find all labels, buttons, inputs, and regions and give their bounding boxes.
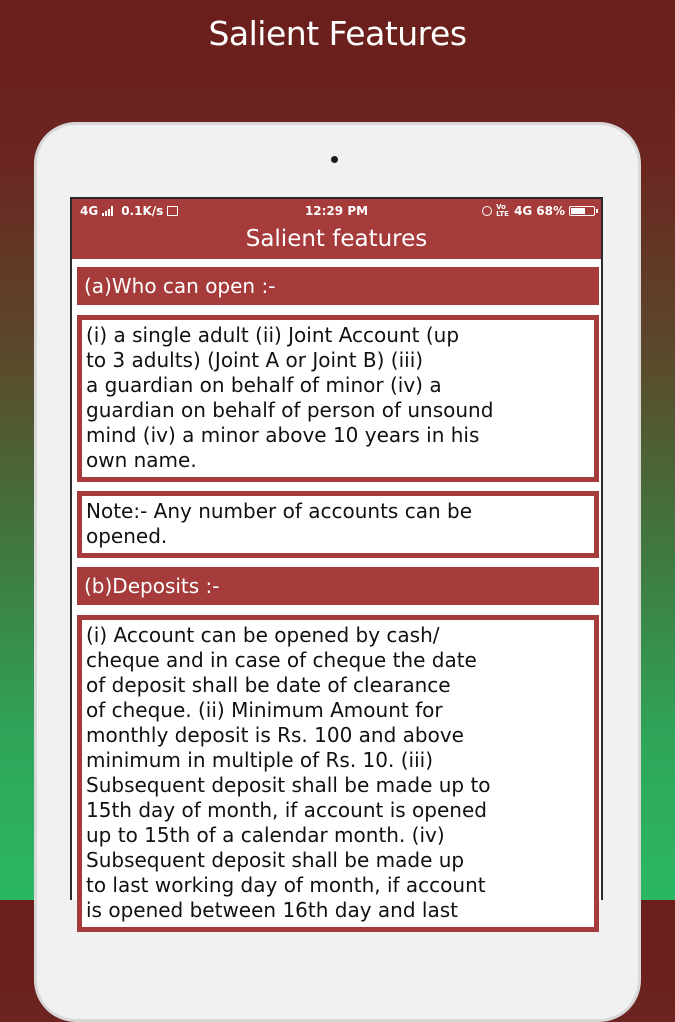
battery-percent: 68% <box>536 204 565 218</box>
network-type: 4G <box>80 204 99 218</box>
battery-icon <box>569 206 595 216</box>
promo-title: Salient Features <box>208 14 467 53</box>
status-bar <box>72 199 601 223</box>
who-can-open-card: (i) a single adult (ii) Joint Account (up to 3 adults) (Joint A or Joint B) (iii) a guardian on behalf of minor (iv) a guardian on behalf of person of unsound mind (iv) a minor above 10 years in his own name. <box>77 315 599 482</box>
alarm-icon <box>482 206 492 216</box>
volte-label: Vo LTE <box>496 203 509 218</box>
content-area[interactable] <box>77 267 599 941</box>
camera-dot <box>331 156 338 163</box>
status-time: 12:29 PM <box>304 204 369 218</box>
network-type-right: 4G <box>514 204 533 218</box>
section-header-deposits: (b)Deposits :- <box>77 567 599 605</box>
network-speed: 0.1K/s <box>121 204 164 218</box>
battery-fill <box>571 208 585 214</box>
section-header-who-can-open: (a)Who can open :- <box>77 267 599 305</box>
device-screen <box>70 197 603 922</box>
deposits-card: (i) Account can be opened by cash/ cheque and in case of cheque the date of deposit shall be date of clearance of cheque. (ii) Minimum Amount for monthly deposit is Rs. 100 and above minimum in multiple of Rs. 10. (iii) Subsequent deposit shall be made up to 15th day of month, if account is opened up to 15th of a calendar month. (iv) Subsequent deposit shall be made up to last working day of month, if account is opened between 16th day and last <box>77 615 599 932</box>
note-card: Note:- Any number of accounts can be opened. <box>77 491 599 558</box>
app-title: Salient features <box>72 223 601 259</box>
